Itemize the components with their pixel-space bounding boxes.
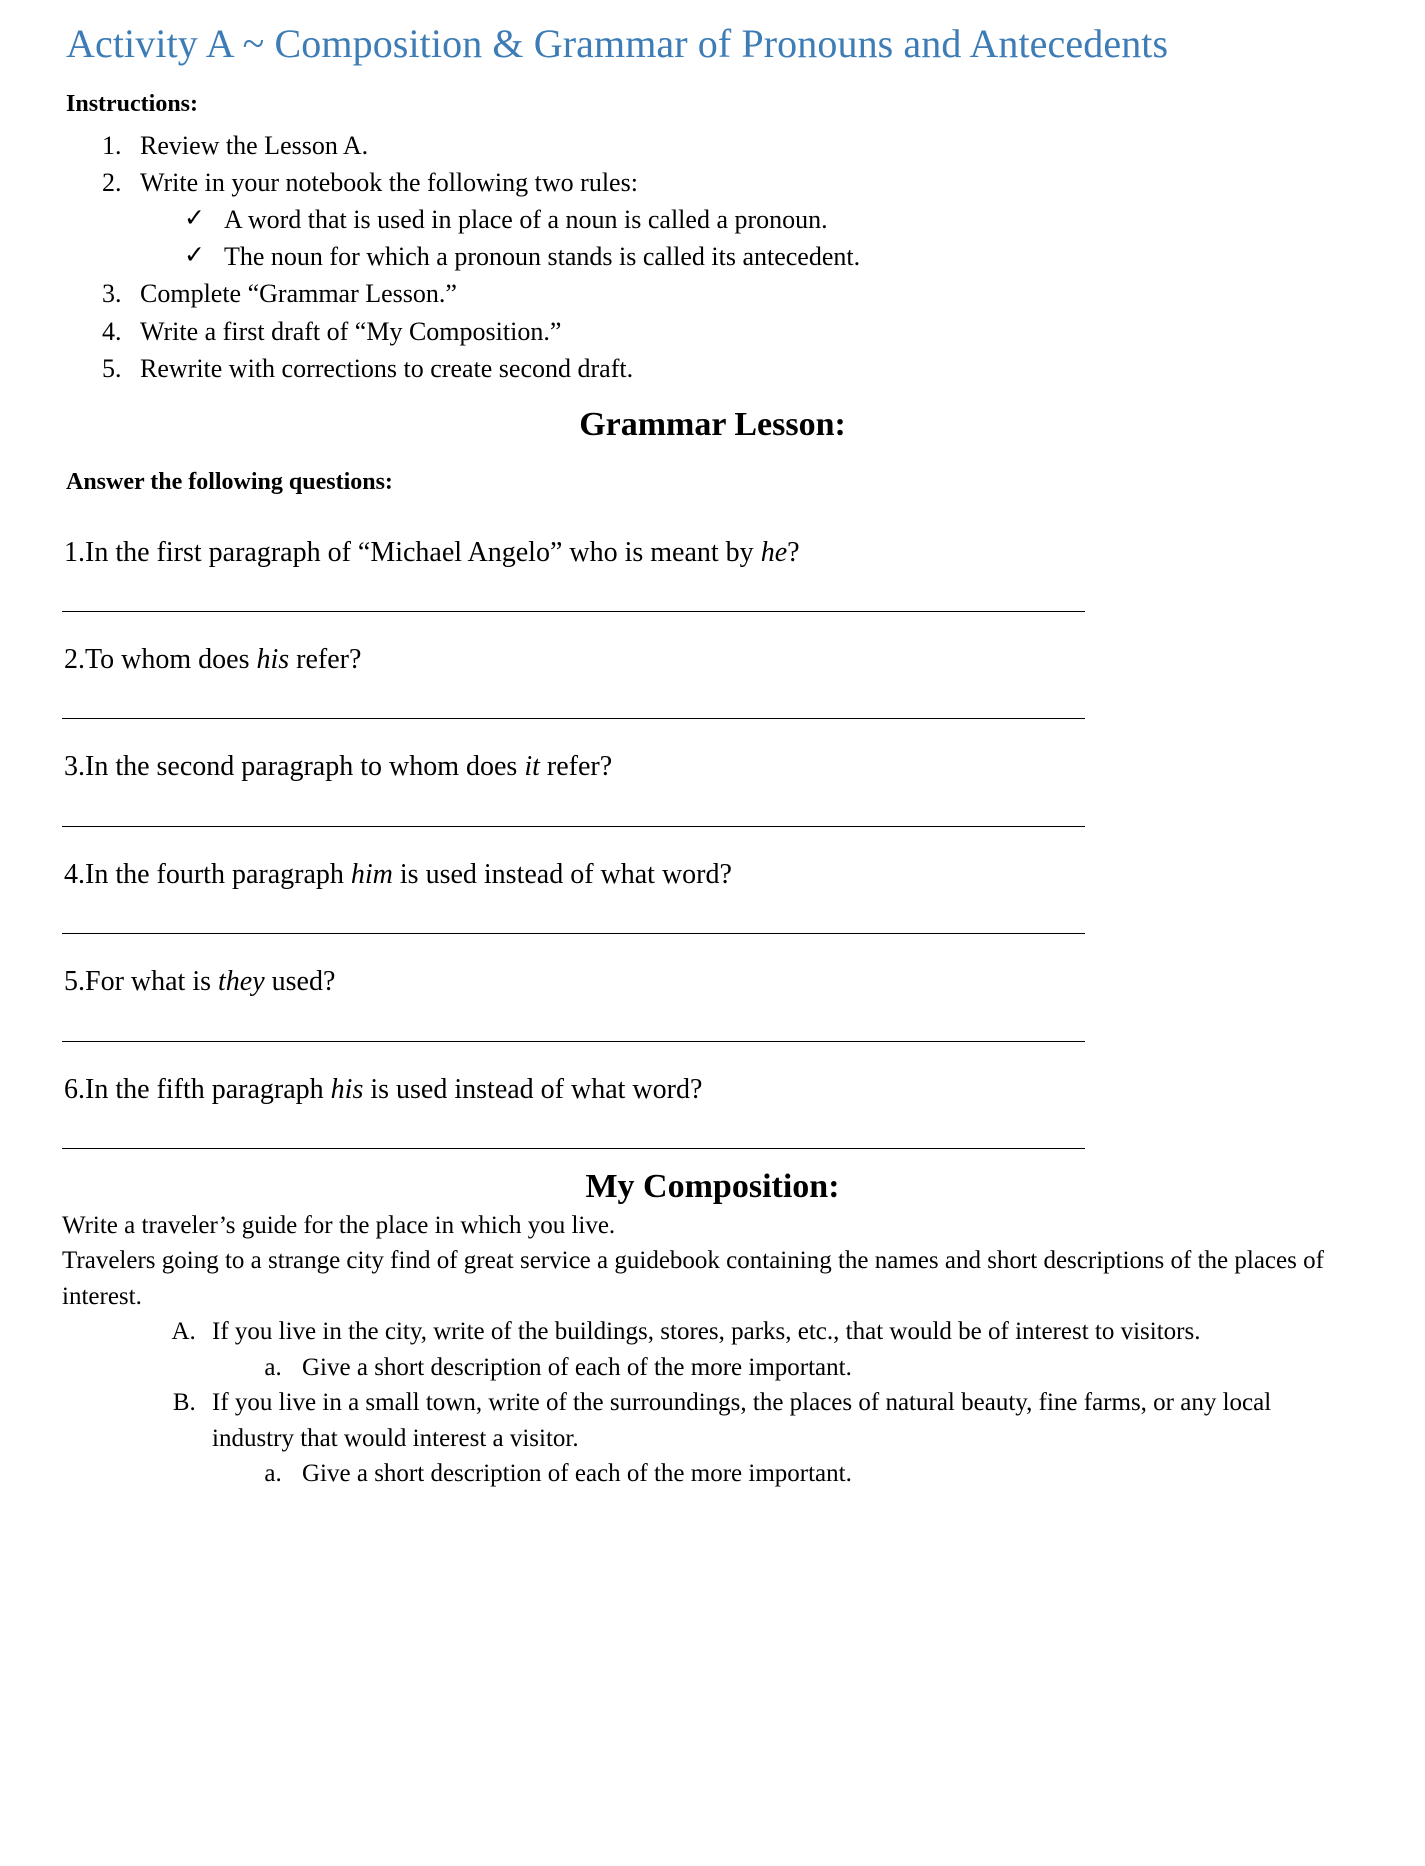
composition-suboptions-list [212, 1456, 1359, 1492]
composition-option-text: If you live in a small town, write of the surroundings, the places of natural beauty, fine farms, or any local industry that would interest a visitor. [212, 1389, 1272, 1452]
question-italic-word: he [760, 536, 788, 568]
question-block [62, 1072, 1359, 1149]
my-composition-heading: My Composition: [585, 1167, 840, 1205]
composition-options-list [62, 1314, 1359, 1492]
question-italic-word: they [218, 966, 265, 998]
question-text [62, 642, 1359, 678]
rule-text: The noun for which a pronoun stands is called its antecedent. [224, 242, 861, 272]
list-item [288, 1456, 1359, 1492]
spacer [62, 719, 1359, 749]
list-item [202, 1385, 1359, 1492]
list-item [184, 238, 1425, 275]
composition-section [0, 1208, 1425, 1492]
question-block [62, 857, 1359, 934]
instructions-label: Instructions: [66, 91, 199, 117]
question-italic-word: him [350, 858, 393, 890]
composition-suboption-text: Give a short description of each of the more important. [302, 1353, 852, 1381]
rule-text: A word that is used in place of a noun is called a pronoun. [224, 205, 828, 235]
question-number: 4. [64, 858, 85, 890]
composition-intro-line-1: Write a traveler’s guide for the place in which you live. [62, 1211, 616, 1239]
list-item [184, 201, 1425, 238]
question-before: In the first paragraph of “Michael Angelo” who is meant by [85, 536, 761, 568]
grammar-lesson-heading: Grammar Lesson: [579, 406, 846, 443]
question-text [62, 964, 1359, 1000]
list-item [288, 1350, 1359, 1386]
question-before: In the second paragraph to whom does [85, 751, 525, 783]
question-before: In the fourth paragraph [85, 858, 351, 890]
answer-questions-label: Answer the following questions: [66, 468, 393, 495]
instructions-list [0, 127, 1425, 387]
check-icon: ✓ [184, 205, 205, 233]
instruction-text: Write in your notebook the following two rules: [140, 167, 638, 197]
spacer [62, 612, 1359, 642]
page-title: Activity A ~ Composition & Grammar of Pronouns and Antecedents [66, 21, 1169, 66]
question-text [62, 1072, 1359, 1108]
instruction-text: Review the Lesson A. [140, 130, 369, 160]
instruction-text: Rewrite with corrections to create second draft. [140, 353, 634, 383]
composition-option-text: If you live in the city, write of the buildings, stores, parks, etc., that would be of interest to visitors. [212, 1318, 1201, 1346]
question-before: In the fifth paragraph [85, 1073, 331, 1105]
spacer [62, 827, 1359, 857]
rules-list [140, 201, 1425, 275]
questions-section [0, 535, 1425, 1149]
question-after: used? [264, 966, 336, 998]
question-block [62, 535, 1359, 612]
check-icon: ✓ [184, 242, 205, 270]
question-after: ? [787, 536, 800, 568]
list-item [128, 127, 1425, 164]
question-italic-word: his [256, 643, 290, 675]
question-number: 5. [64, 966, 85, 998]
question-after: refer? [289, 643, 362, 675]
question-text [62, 857, 1359, 893]
question-number: 1. [64, 536, 85, 568]
question-after: is used instead of what word? [363, 1073, 703, 1105]
instruction-text: Complete “Grammar Lesson.” [140, 279, 457, 309]
list-item [128, 313, 1425, 350]
list-item [128, 164, 1425, 276]
question-number: 2. [64, 643, 85, 675]
composition-suboption-text: Give a short description of each of the more important. [302, 1460, 852, 1488]
list-item [202, 1314, 1359, 1385]
question-block [62, 642, 1359, 719]
question-number: 6. [64, 1073, 85, 1105]
question-after: is used instead of what word? [392, 858, 732, 890]
list-item [128, 350, 1425, 387]
composition-intro-line-2: Travelers going to a strange city find of great service a guidebook containing the names and short descriptions of the places of interest. [62, 1247, 1324, 1310]
question-after: refer? [539, 751, 613, 783]
composition-suboptions-list [212, 1350, 1359, 1386]
question-before: For what is [85, 966, 218, 998]
instruction-text: Write a first draft of “My Composition.” [140, 316, 562, 346]
question-text [62, 535, 1359, 571]
question-number: 3. [64, 751, 85, 783]
question-italic-word: it [524, 751, 540, 783]
question-text [62, 749, 1359, 785]
spacer [62, 934, 1359, 964]
spacer [62, 1042, 1359, 1072]
question-before: To whom does [85, 643, 257, 675]
question-block [62, 964, 1359, 1041]
list-item [128, 275, 1425, 312]
question-block [62, 749, 1359, 826]
question-italic-word: his [330, 1073, 364, 1105]
